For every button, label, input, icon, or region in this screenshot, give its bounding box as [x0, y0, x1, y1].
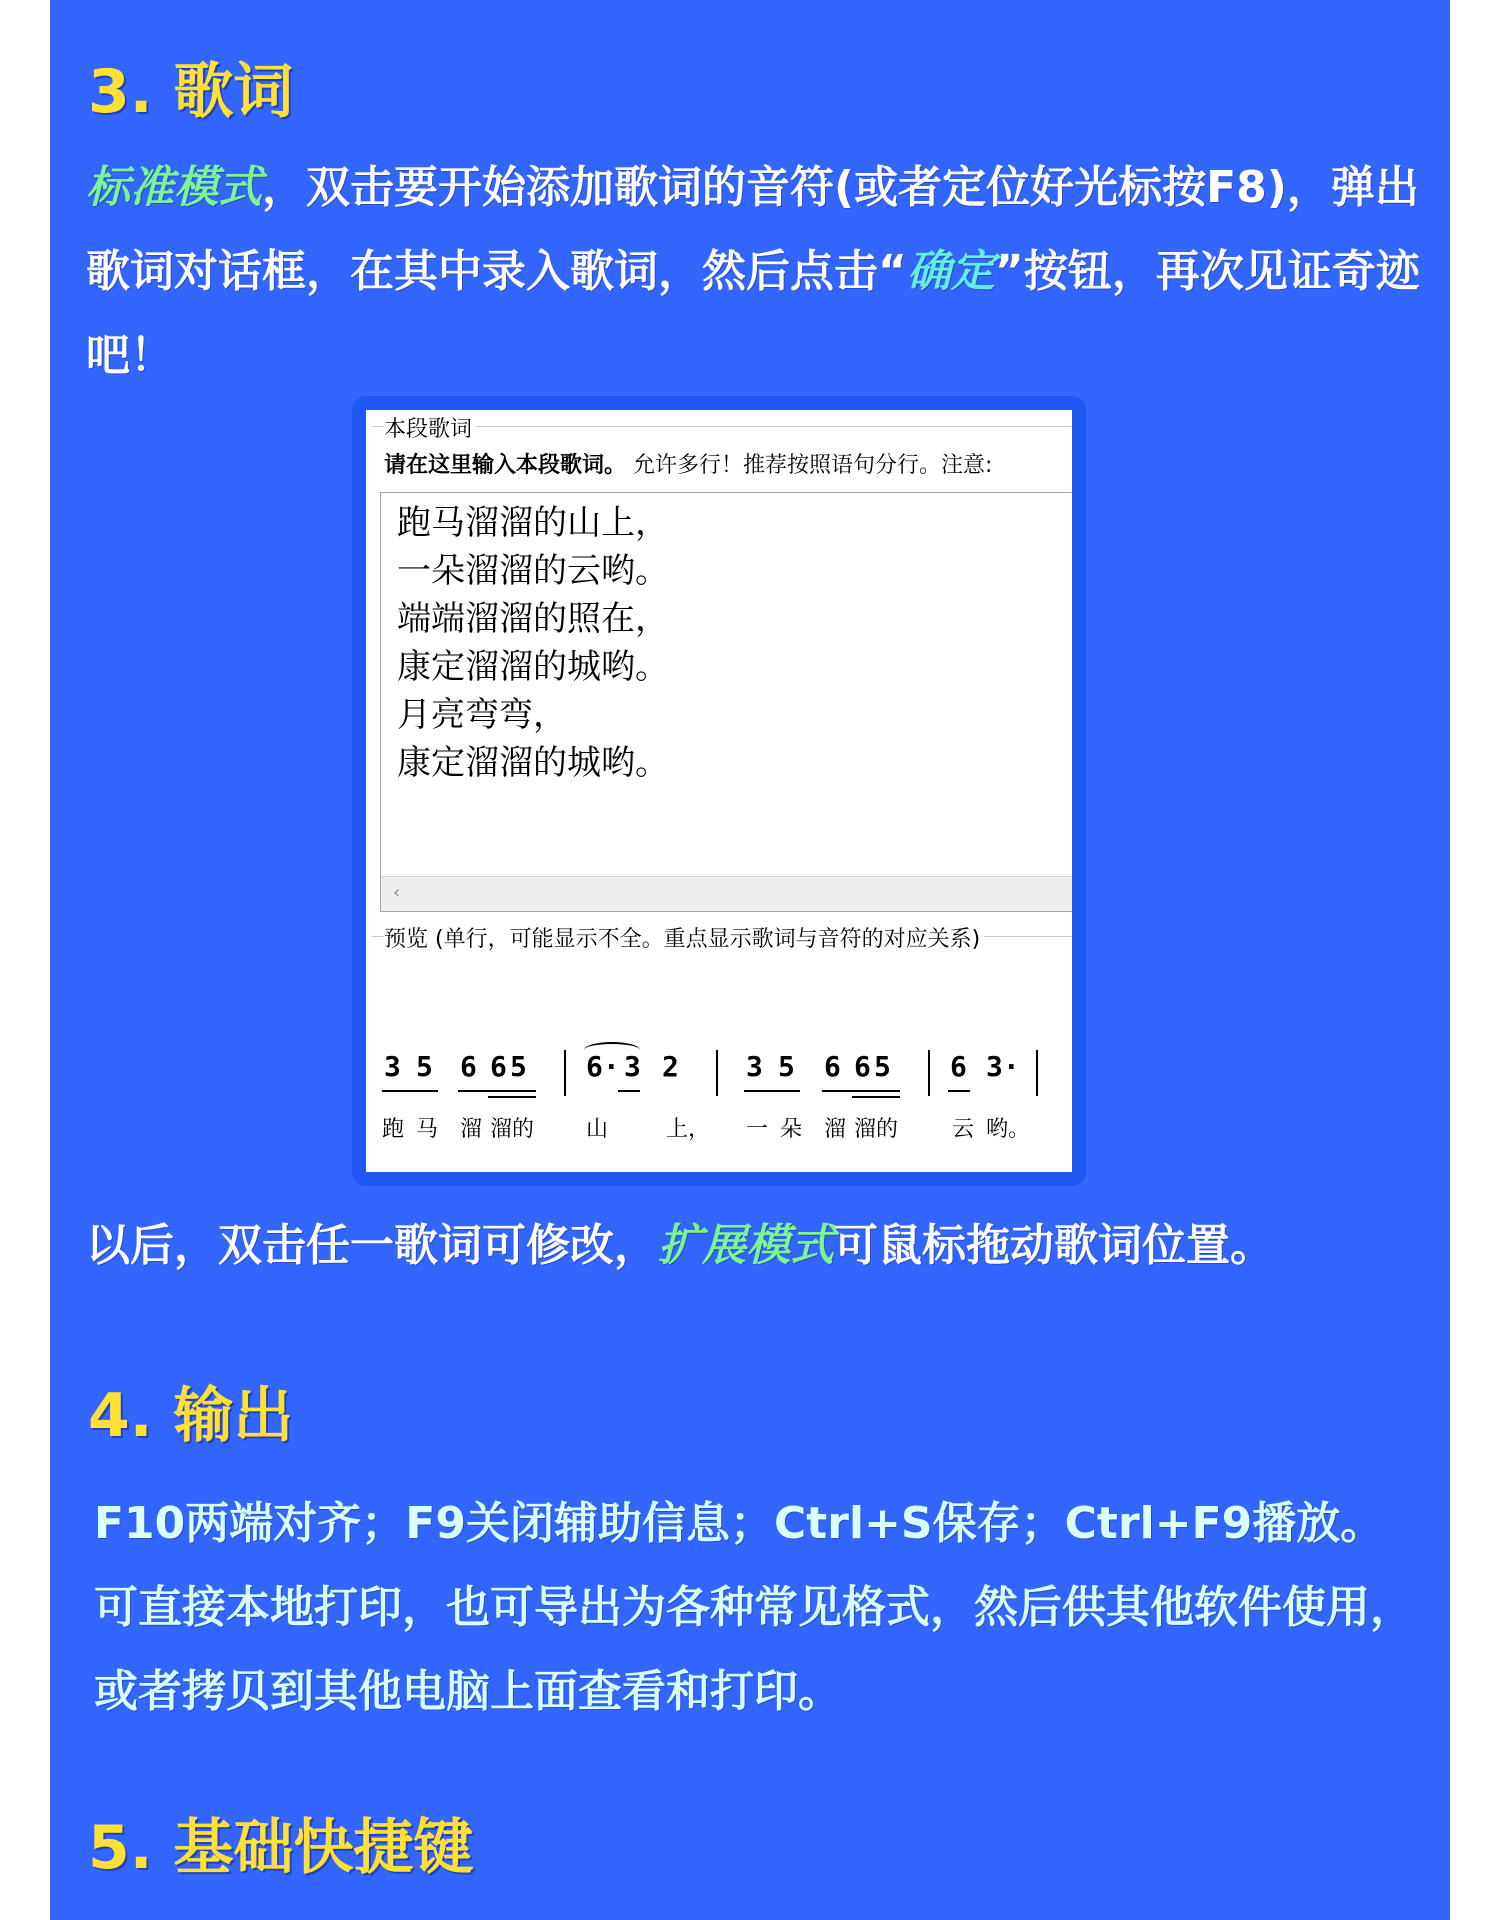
bar-line — [1036, 1050, 1038, 1096]
note: 5 — [510, 1050, 527, 1083]
after-text-2: 可鼠标拖动歌词位置。 — [834, 1220, 1274, 1271]
lyrics-line: 康定溜溜的城哟。 — [397, 743, 669, 783]
note: 3 — [384, 1050, 401, 1083]
lyrics-prompt-rest: 允许多行！推荐按照语句分行。注意: — [633, 453, 993, 478]
bar-line — [928, 1050, 930, 1096]
after-text-1: 以后，双击任一歌词可修改， — [86, 1220, 658, 1271]
lyrics-dialog-window — [366, 410, 1072, 1172]
preview-lyric: 哟。 — [986, 1117, 1031, 1142]
preview-lyric: 朵 — [780, 1117, 803, 1142]
after-instructions — [86, 1204, 1426, 1288]
note: 6 — [490, 1050, 507, 1083]
lyrics-prompt — [384, 448, 992, 479]
output-line-1: F10两端对齐；F9关闭辅助信息；Ctrl+S保存；Ctrl+F9播放。 — [94, 1498, 1385, 1549]
confirm-label: 确定 — [906, 246, 995, 297]
extended-mode-label: 扩展模式 — [658, 1220, 834, 1271]
lyrics-line: 端端溜溜的照在， — [397, 599, 669, 639]
scroll-left-arrow-icon[interactable]: ‹ — [393, 882, 401, 903]
note: 3· — [986, 1050, 1020, 1083]
heading-lyrics: 3. 歌词 — [88, 57, 294, 127]
preview-lyric: 溜的 — [490, 1117, 535, 1142]
heading-output: 4. 输出 — [88, 1381, 294, 1451]
note: 3 — [746, 1050, 763, 1083]
standard-mode-label: 标准模式 — [86, 162, 262, 213]
preview-lyric: 跑 — [382, 1117, 405, 1142]
lyrics-lines — [397, 499, 669, 787]
underline — [822, 1090, 900, 1092]
group-title: 本段歌词 — [384, 412, 476, 443]
preview-lyric: 一 — [746, 1117, 769, 1142]
underline — [458, 1090, 536, 1092]
notation-preview — [366, 1050, 1072, 1160]
double-underline — [488, 1096, 536, 1098]
lyrics-instructions-text-1: ，双击要开始添加歌词的音符(或者定位好光标按F8)，弹出歌词对话框，在其中录入歌词，然后点击“ — [86, 162, 1419, 297]
note: 3 — [624, 1050, 641, 1083]
note: 6 — [824, 1050, 841, 1083]
double-underline — [852, 1096, 900, 1098]
horizontal-scrollbar[interactable] — [381, 876, 1072, 911]
heading-shortcuts: 5. 基础快捷键 — [88, 1813, 474, 1883]
lyrics-dialog-screenshot — [352, 396, 1086, 1186]
preview-lyric: 山 — [586, 1117, 609, 1142]
note: 6 — [460, 1050, 477, 1083]
preview-lyric: 上， — [666, 1117, 711, 1142]
lyrics-instructions-text-2: ”按钮，再次见证奇迹吧！ — [86, 246, 1420, 381]
preview-lyric: 云 — [952, 1117, 975, 1142]
bar-line — [564, 1050, 566, 1096]
note: 6· — [586, 1050, 620, 1083]
bar-line — [716, 1050, 718, 1096]
preview-lyric: 溜 — [460, 1117, 483, 1142]
note: 5 — [778, 1050, 795, 1083]
preview-lyric: 溜 — [824, 1117, 847, 1142]
output-line-2: 可直接本地打印，也可导出为各种常见格式，然后供其他软件使用，或者拷贝到其他电脑上面查看和打印。 — [94, 1582, 1414, 1717]
preview-title: 预览 (单行，可能显示不全。重点显示歌词与音符的对应关系) — [384, 922, 984, 953]
lyrics-instructions — [86, 146, 1426, 398]
note: 5 — [874, 1050, 891, 1083]
underline — [744, 1090, 800, 1092]
underline — [382, 1090, 438, 1092]
preview-lyric: 马 — [416, 1117, 439, 1142]
lyrics-line: 月亮弯弯， — [397, 695, 567, 735]
underline — [948, 1090, 970, 1092]
lyrics-line: 一朵溜溜的云哟。 — [397, 551, 669, 591]
note: 5 — [416, 1050, 433, 1083]
note: 6 — [854, 1050, 871, 1083]
note: 6 — [950, 1050, 967, 1083]
lyrics-line: 跑马溜溜的山上， — [397, 503, 669, 543]
group-divider — [372, 426, 1072, 427]
lyrics-prompt-bold: 请在这里输入本段歌词。 — [384, 453, 627, 478]
note: 2 — [662, 1050, 679, 1083]
preview-lyric: 溜的 — [854, 1117, 899, 1142]
lyrics-line: 康定溜溜的城哟。 — [397, 647, 669, 687]
lyrics-textarea[interactable] — [380, 492, 1072, 912]
underline — [618, 1090, 640, 1092]
